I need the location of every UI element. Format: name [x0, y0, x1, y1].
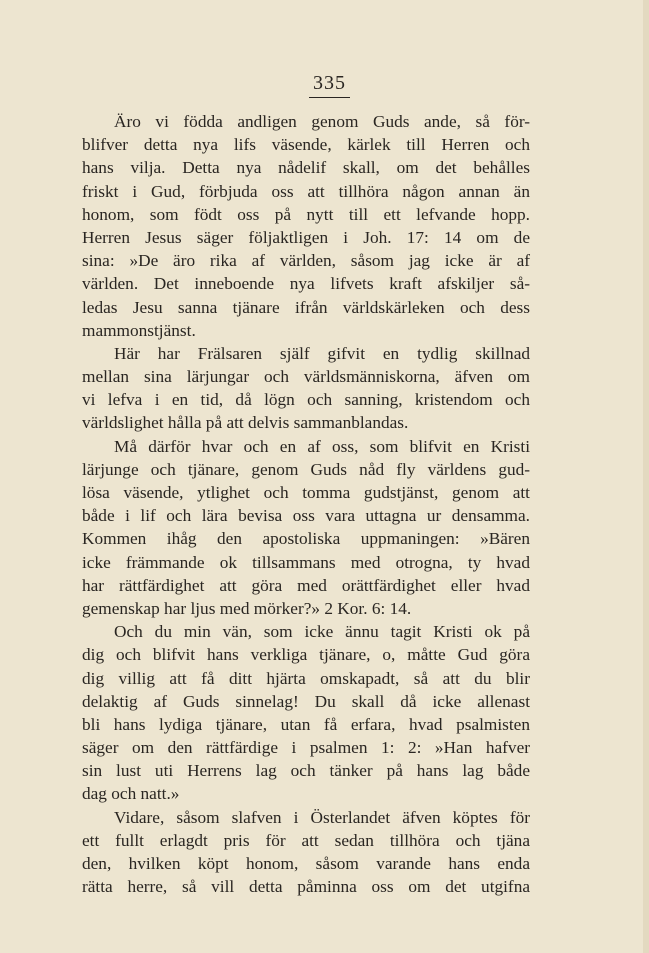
text-line: mammonstjänst. [82, 320, 196, 340]
text-line: lärjunge och tjänare, genom Guds nåd fly världens gud- [82, 459, 530, 479]
text-line: har rättfärdighet att göra med orättfärdighet eller hvad [82, 575, 530, 595]
text-line: Herren Jesus säger följaktligen i Joh. 17: 14 om de [82, 227, 530, 247]
text-line: världslighet hålla på att delvis sammanblandas. [82, 413, 409, 433]
page-number: 335 [0, 72, 649, 98]
text-line: ett fullt erlagdt pris för att sedan tillhöra och tjäna [82, 830, 530, 850]
text-line: icke främmande ok tillsammans med otrogna, ty hvad [82, 552, 530, 572]
text-line: friskt i Gud, förbjuda oss att tillhöra någon annan än [82, 181, 530, 201]
text-line: dig och blifvit hans verkliga tjänare, o, måtte Gud göra [82, 645, 530, 665]
text-line: både i lif och lära bevisa oss vara uttagna ur densamma. [82, 506, 530, 526]
text-line: dag och natt.» [82, 784, 180, 804]
text-line: blifver detta nya lifs väsende, kärlek till Herren och [82, 135, 530, 155]
text-line: världen. Det inneboende nya lifvets kraft afskiljer så- [82, 274, 530, 294]
text-line: rätta herre, så vill detta påminna oss om det utgifna [82, 877, 530, 897]
text-line: Och du min vän, som icke ännu tagit Kristi ok på [114, 622, 530, 642]
text-line: ledas Jesu sanna tjänare ifrån världskärleken och dess [82, 297, 530, 317]
text-line: honom, som födt oss på nytt till ett lefvande hopp. [82, 204, 530, 224]
text-line: bli hans lydiga tjänare, utan få erfara, hvad psalmisten [82, 714, 530, 734]
text-line: Vidare, såsom slafven i Österlandet äfven köptes för [114, 807, 530, 827]
text-line: gemenskap har ljus med mörker?» 2 Kor. 6: 14. [82, 598, 412, 618]
body-text [82, 110, 530, 898]
text-line: den, hvilken köpt honom, såsom varande hans enda [82, 854, 530, 873]
text-line: sin lust uti Herrens lag och tänker på hans lag både [82, 761, 530, 781]
text-line: Må därför hvar och en af oss, som blifvit en Kristi [114, 436, 530, 456]
page-edge [643, 0, 649, 953]
text-line: Äro vi födda andligen genom Guds ande, så för- [114, 112, 530, 131]
text-line: säger om den rättfärdige i psalmen 1: 2: »Han hafver [82, 738, 530, 758]
text-line: delaktig af Guds sinnelag! Du skall då icke allenast [82, 691, 530, 711]
text-line: Här har Frälsaren själf gifvit en tydlig skillnad [114, 343, 530, 363]
text-line: lösa väsende, ytlighet och tomma gudstjänst, genom att [82, 483, 530, 502]
text-line: Kommen ihåg den apostoliska uppmaningen: »Bären [82, 529, 530, 549]
text-line: dig villig att få ditt hjärta omskapadt, så att du blir [82, 668, 530, 688]
text-line: hans vilja. Detta nya nådelif skall, om det behålles [82, 158, 530, 178]
text-line: vi lefva i en tid, då lögn och sanning, kristendom och [82, 390, 530, 410]
text-line: sina: »De äro rika af världen, såsom jag icke är af [82, 251, 530, 271]
text-line: mellan sina lärjungar och världsmänniskorna, äfven om [82, 367, 530, 387]
